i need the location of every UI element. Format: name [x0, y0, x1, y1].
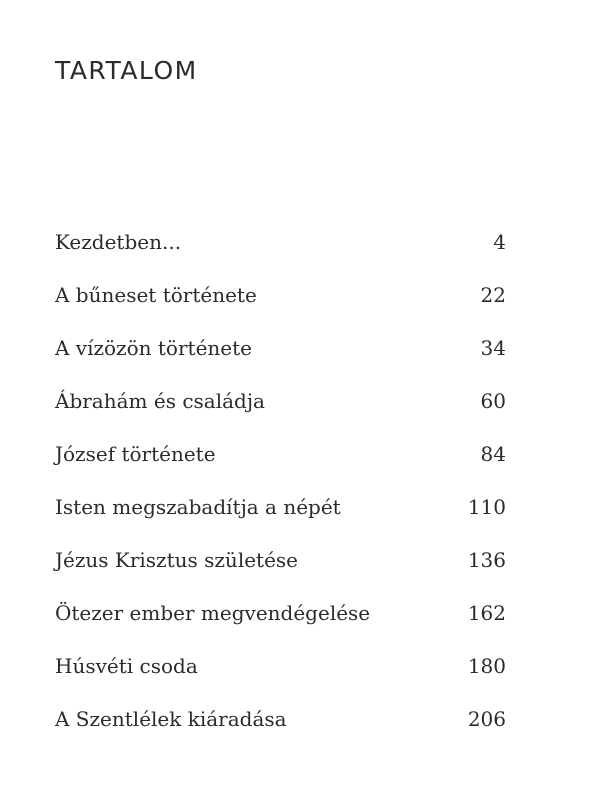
toc-entry-page: 60: [480, 389, 506, 413]
toc-entry-page: 110: [467, 495, 506, 519]
toc-list: [55, 230, 506, 760]
toc-entry[interactable]: [55, 283, 506, 336]
toc-entry-title: József története: [55, 442, 216, 466]
toc-entry-title: A vízözön története: [55, 336, 252, 360]
toc-entry-page: 136: [467, 548, 506, 572]
toc-entry[interactable]: [55, 548, 506, 601]
toc-entry-page: 206: [467, 707, 506, 731]
toc-entry-title: Húsvéti csoda: [55, 654, 198, 678]
toc-entry[interactable]: [55, 336, 506, 389]
page-title: TARTALOM: [55, 56, 198, 85]
toc-entry-page: 180: [467, 654, 506, 678]
toc-entry-page: 162: [467, 601, 506, 625]
toc-entry-page: 84: [480, 442, 506, 466]
toc-entry-title: Kezdetben...: [55, 230, 182, 254]
toc-entry-title: Isten megszabadítja a népét: [55, 495, 341, 519]
toc-entry-title: Jézus Krisztus születése: [55, 548, 299, 572]
toc-entry-title: Ábrahám és családja: [55, 389, 265, 413]
toc-entry[interactable]: [55, 389, 506, 442]
toc-entry-title: A bűneset története: [55, 283, 257, 307]
toc-entry[interactable]: [55, 230, 506, 283]
toc-entry[interactable]: [55, 442, 506, 495]
toc-entry[interactable]: [55, 654, 506, 707]
toc-entry[interactable]: [55, 495, 506, 548]
toc-entry[interactable]: [55, 601, 506, 654]
toc-entry-title: A Szentlélek kiáradása: [55, 707, 287, 731]
toc-entry-title: Ötezer ember megvendégelése: [55, 601, 371, 625]
toc-entry[interactable]: [55, 707, 506, 760]
toc-entry-page: 4: [493, 230, 506, 254]
toc-entry-page: 22: [480, 283, 506, 307]
toc-entry-page: 34: [480, 336, 506, 360]
